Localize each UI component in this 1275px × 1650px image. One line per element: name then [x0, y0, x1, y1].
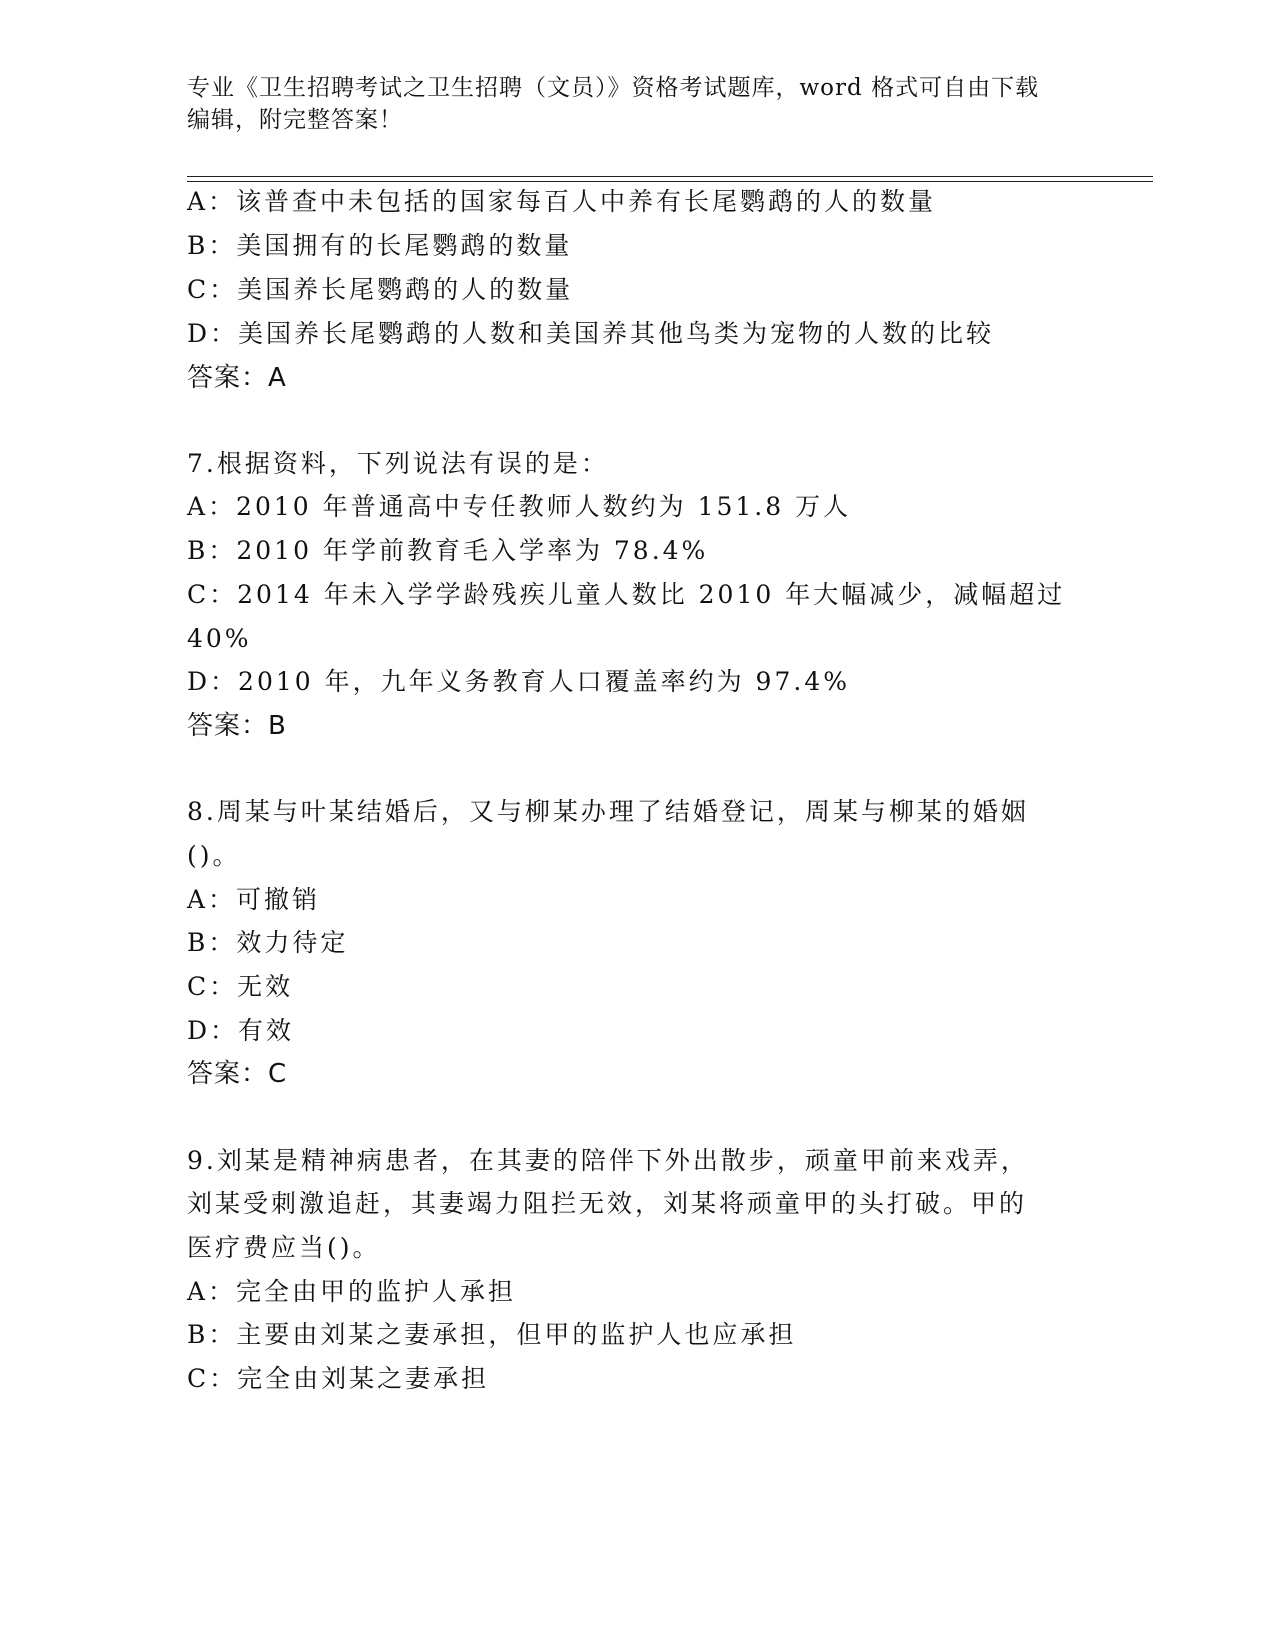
document-header — [187, 72, 1067, 136]
q8-option-d: D：有效 — [187, 1016, 295, 1045]
q6-option-c: C：美国养长尾鹦鹉的人的数量 — [187, 275, 574, 304]
q7-answer: 答案：B — [187, 711, 287, 741]
q8-option-c: C：无效 — [187, 972, 294, 1001]
q6-option-d: D：美国养长尾鹦鹉的人数和美国养其他鸟类为宠物的人数的比较 — [187, 319, 995, 348]
q7-stem: 7.根据资料，下列说法有误的是： — [187, 449, 609, 478]
q7-option-a: A：2010 年普通高中专任教师人数约为 151.8 万人 — [187, 492, 852, 521]
q9-stem: 9.刘某是精神病患者，在其妻的陪伴下外出散步，顽童甲前来戏弄， — [187, 1146, 1029, 1175]
q6-answer: 答案：A — [187, 363, 287, 393]
q7-option-c: C：2014 年未入学学龄残疾儿童人数比 2010 年大幅减少，减幅超过 — [187, 580, 1066, 609]
q8-stem-continuation: ()。 — [187, 841, 241, 870]
q8-option-a: A：可撤销 — [187, 885, 321, 914]
header-divider-top — [187, 176, 1153, 177]
q7-option-b: B：2010 年学前教育毛入学率为 78.4% — [187, 536, 709, 565]
header-line-2: 编辑，附完整答案！ — [187, 107, 403, 133]
q9-option-c: C：完全由刘某之妻承担 — [187, 1364, 490, 1393]
q6-option-a: A：该普查中未包括的国家每百人中养有长尾鹦鹉的人的数量 — [187, 187, 937, 216]
header-divider-bottom — [187, 181, 1153, 182]
q8-stem: 8.周某与叶某结婚后，又与柳某办理了结婚登记，周某与柳某的婚姻 — [187, 797, 1029, 826]
header-line-1: 专业《卫生招聘考试之卫生招聘（文员）》资格考试题库，word 格式可自由下载 — [187, 75, 1040, 101]
q7-option-d: D：2010 年，九年义务教育人口覆盖率约为 97.4% — [187, 667, 850, 696]
q8-answer: 答案：C — [187, 1059, 288, 1089]
q9-option-a: A：完全由甲的监护人承担 — [187, 1277, 517, 1306]
q6-option-b: B：美国拥有的长尾鹦鹉的数量 — [187, 231, 573, 260]
q8-option-b: B：效力待定 — [187, 928, 349, 957]
q9-stem-line-3: 医疗费应当()。 — [187, 1233, 381, 1262]
q9-stem-line-2: 刘某受刺激追赶，其妻竭力阻拦无效，刘某将顽童甲的头打破。甲的 — [187, 1189, 1028, 1218]
q9-option-b: B：主要由刘某之妻承担，但甲的监护人也应承担 — [187, 1320, 797, 1349]
q7-option-c-continuation: 40% — [187, 624, 252, 653]
